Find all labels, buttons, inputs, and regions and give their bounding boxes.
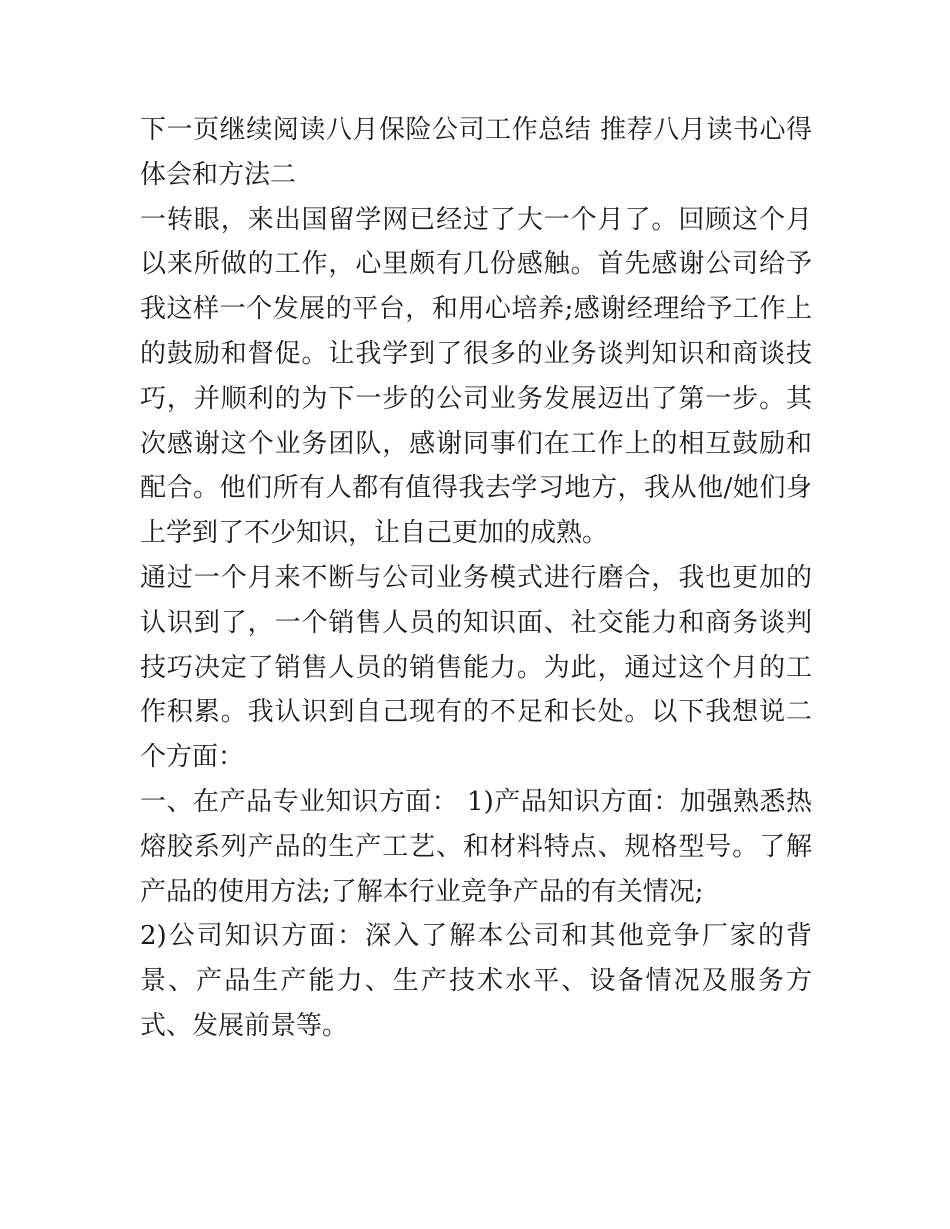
paragraph-reflection: 通过一个月来不断与公司业务模式进行磨合，我也更加的认识到了，一个销售人员的知识面、社交能力和商务谈判技巧决定了销售人员的销售能力。为此，通过这个月的工作积累。我认识到自己现有的不足和长处。以下我想说二个方面： xyxy=(140,562,812,773)
paragraph-company-knowledge: 2)公司知识方面：深入了解本公司和其他竞争厂家的背景、产品生产能力、生产技术水平、设备情况及服务方式、发展前景等。 xyxy=(140,921,812,1041)
paragraph-product-knowledge: 一、在产品专业知识方面： 1)产品知识方面：加强熟悉热熔胶系列产品的生产工艺、和材料特点、规格型号。了解产品的使用方法;了解本行业竞争产品的有关情况; xyxy=(140,786,812,907)
document-page xyxy=(140,108,812,1049)
paragraph-intro: 一转眼，来出国留学网已经过了大一个月了。回顾这个月以来所做的工作，心里颇有几份感触。首先感谢公司给予我这样一个发展的平台，和用心培养;感谢经理给予工作上的鼓励和督促。让我学到了很多的业务谈判知识和商谈技巧，并顺利的为下一步的公司业务发展迈出了第一步。其次感谢这个业务团队，感谢同事们在工作上的相互鼓励和配合。他们所有人都有值得我去学习地方，我从他/她们身上学到了不少知识，让自己更加的成熟。 xyxy=(140,204,812,549)
document-title: 下一页继续阅读八月保险公司工作总结 推荐八月读书心得体会和方法二 xyxy=(140,115,812,190)
